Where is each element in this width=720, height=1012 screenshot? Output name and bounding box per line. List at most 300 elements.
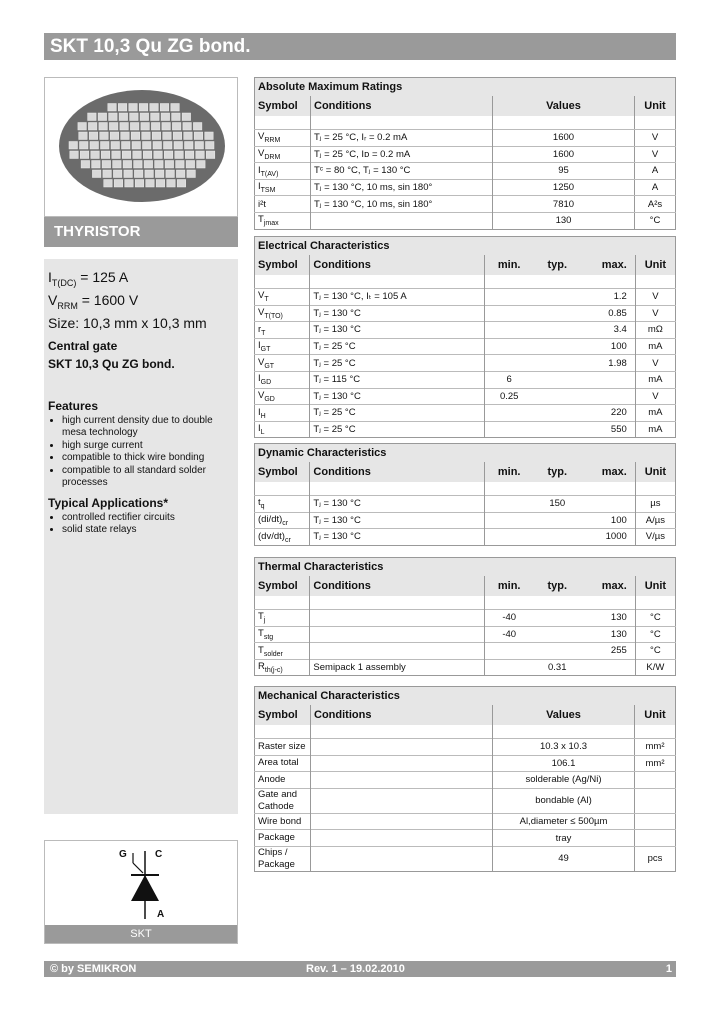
unit-cell: V xyxy=(635,130,676,147)
condition-cell: Tⱼ = 25 °C, Iᵣ = 0.2 mA xyxy=(311,130,493,147)
die-cell xyxy=(155,170,164,178)
die-cell xyxy=(101,142,110,150)
max-cell: 0.85 xyxy=(581,305,635,322)
symbol-text: V xyxy=(258,356,265,368)
unit-cell: V xyxy=(635,388,675,405)
cathode-label: C xyxy=(155,849,163,860)
min-cell xyxy=(484,322,533,339)
value-cell: 7810 xyxy=(493,196,635,213)
col-unit: Unit xyxy=(635,255,675,275)
die-cell xyxy=(195,142,204,150)
typ-cell xyxy=(534,371,582,388)
table-row xyxy=(255,212,676,229)
condition-cell: Tⱼ = 130 °C xyxy=(310,305,484,322)
table-row xyxy=(255,788,676,813)
list-item: • compatible to all standard solder processes xyxy=(62,465,234,490)
symbol-text: I xyxy=(258,373,261,385)
typ-cell xyxy=(534,355,582,372)
unit-cell: V/µs xyxy=(635,529,675,546)
list-item: • high current density due to double mesa technology xyxy=(62,415,234,440)
die-cell xyxy=(144,161,153,169)
col-symbol: Symbol xyxy=(255,255,310,275)
symbol-text: V xyxy=(258,306,265,318)
die-cell xyxy=(109,113,118,121)
die-cell xyxy=(131,132,140,140)
symbol-sub: L xyxy=(260,428,265,436)
page-title: SKT 10,3 Qu ZG bond. xyxy=(44,33,676,60)
col-unit: Unit xyxy=(635,96,676,116)
value-cell: 1250 xyxy=(493,179,635,196)
symbol-sub: T(TO) xyxy=(264,312,283,320)
value-cell: Al,diameter ≤ 500µm xyxy=(493,813,635,830)
die-cell xyxy=(197,161,206,169)
list-item: • solid state relays xyxy=(62,524,234,537)
page-footer xyxy=(44,961,676,977)
unit-cell: °C xyxy=(635,643,675,660)
symbol-sub: th(j-c) xyxy=(264,667,283,675)
max-cell: 1.2 xyxy=(581,289,635,306)
typ-cell xyxy=(534,610,582,627)
die-cell xyxy=(78,123,87,131)
die-cell xyxy=(175,151,184,159)
typ-cell xyxy=(534,643,582,660)
symbol-cell xyxy=(255,512,310,529)
unit-cell: °C xyxy=(635,626,675,643)
min-cell xyxy=(484,405,533,422)
condition-cell xyxy=(311,813,493,830)
typ-cell xyxy=(534,289,582,306)
absmax-title: Absolute Maximum Ratings xyxy=(255,78,676,97)
unit-cell: mA xyxy=(635,338,675,355)
symbol-sub: T xyxy=(261,329,266,337)
min-cell: 6 xyxy=(484,371,533,388)
die-cell xyxy=(101,151,110,159)
min-cell xyxy=(484,643,533,660)
symbol-sub: T xyxy=(264,296,269,304)
die-cell xyxy=(163,132,172,140)
symbol-label: SKT xyxy=(45,925,237,943)
die-cell xyxy=(176,161,185,169)
wafer-photo xyxy=(44,77,238,217)
die-cell xyxy=(196,151,205,159)
symbol-cell: Anode xyxy=(255,772,311,789)
die-cell xyxy=(145,170,154,178)
symbol-sub: GT xyxy=(264,362,275,370)
table-row xyxy=(255,130,676,147)
die-cell xyxy=(142,132,151,140)
col-max: max. xyxy=(581,576,635,596)
die-cell xyxy=(111,142,120,150)
wafer-image xyxy=(59,90,225,202)
condition-cell xyxy=(310,643,484,660)
symbol-text: T xyxy=(258,611,264,623)
symbol-sub: stg xyxy=(263,633,274,641)
die-cell xyxy=(112,151,121,159)
max-cell: 100 xyxy=(581,338,635,355)
die-cell xyxy=(156,180,165,188)
typ-cell: 150 xyxy=(534,496,582,513)
max-cell: 1.98 xyxy=(581,355,635,372)
die-cell xyxy=(172,123,181,131)
value-cell: 10.3 x 10.3 xyxy=(493,739,635,756)
condition-cell: Tⱼ = 130 °C xyxy=(310,322,484,339)
symbol-cell xyxy=(255,610,310,627)
die-cell xyxy=(135,180,144,188)
unit-cell: pcs xyxy=(635,846,676,871)
die-cell xyxy=(91,151,100,159)
copyright: © by SEMIKRON xyxy=(50,963,137,975)
symbol-cell xyxy=(255,421,310,438)
unit-cell: V xyxy=(635,305,675,322)
condition-cell xyxy=(311,788,493,813)
col-conditions: Conditions xyxy=(310,576,484,596)
die-cell xyxy=(177,180,186,188)
die-cell xyxy=(122,151,131,159)
die-cell xyxy=(194,132,203,140)
table-row xyxy=(255,659,676,676)
col-symbol: Symbol xyxy=(255,705,311,725)
itdc-value: = 125 A xyxy=(76,269,129,285)
condition-cell xyxy=(311,739,493,756)
left-column xyxy=(44,77,238,814)
symbol-sub: DRM xyxy=(264,153,281,161)
min-cell: 0.25 xyxy=(484,388,533,405)
symbol-cell xyxy=(255,289,310,306)
vrrm-value: = 1600 V xyxy=(77,291,139,308)
die-cell xyxy=(150,104,159,112)
symbol-cell: Raster size xyxy=(255,739,311,756)
die-cell xyxy=(79,132,88,140)
die-cell xyxy=(186,161,195,169)
table-row xyxy=(255,772,676,789)
symbol-sub: cr xyxy=(284,536,291,544)
typ-cell xyxy=(534,405,582,422)
col-typ: typ. xyxy=(534,576,582,596)
symbol-cell xyxy=(255,322,310,339)
symbol-cell xyxy=(255,388,310,405)
condition-cell xyxy=(311,755,493,772)
symbol-cell: Gate and Cathode xyxy=(255,788,311,813)
value-cell: 130 xyxy=(493,212,635,229)
die-cell xyxy=(206,151,215,159)
itdc-symbol: I xyxy=(48,269,52,285)
thyristor-symbol-icon xyxy=(45,841,239,927)
die-cell xyxy=(183,123,192,131)
electrical-table xyxy=(254,236,676,438)
symbol-cell xyxy=(255,529,310,546)
min-cell xyxy=(484,355,533,372)
applications-heading: Typical Applications* xyxy=(48,495,169,510)
symbol-text: T xyxy=(258,627,264,639)
typ-cell xyxy=(534,338,582,355)
max-cell xyxy=(581,388,635,405)
die-cell xyxy=(80,142,89,150)
list-item: • high surge current xyxy=(62,440,234,453)
unit-cell: A/µs xyxy=(635,512,675,529)
typ-cell xyxy=(534,322,582,339)
min-cell xyxy=(484,289,533,306)
die-cell xyxy=(92,170,101,178)
min-cell xyxy=(484,529,533,546)
max-cell: 130 xyxy=(581,610,635,627)
table-row xyxy=(255,388,676,405)
symbol-sub: q xyxy=(260,503,265,511)
condition-cell: Tᶜ = 80 °C, Tⱼ = 130 °C xyxy=(311,163,493,180)
die-cell xyxy=(160,104,169,112)
unit-cell: A xyxy=(635,163,676,180)
die-cell xyxy=(124,170,132,178)
die-cell xyxy=(90,142,99,150)
symbol-text: (di/dt) xyxy=(258,513,283,525)
col-unit: Unit xyxy=(635,576,675,596)
min-cell xyxy=(484,512,533,529)
condition-cell xyxy=(311,212,493,229)
itdc-sub: T(DC) xyxy=(51,277,77,288)
max-cell: 3.4 xyxy=(581,322,635,339)
vrrm-symbol: V xyxy=(48,291,58,308)
condition-cell: Tⱼ = 130 °C xyxy=(310,512,484,529)
die-cell xyxy=(118,104,127,112)
symbol-cell: Wire bond xyxy=(255,813,311,830)
symbol-sub: cr xyxy=(282,519,289,527)
table-row xyxy=(255,146,676,163)
die-cell xyxy=(141,123,150,131)
min-cell: -40 xyxy=(484,610,533,627)
max-cell: 550 xyxy=(581,421,635,438)
min-cell xyxy=(484,496,533,513)
symbol-text: I xyxy=(258,406,261,418)
max-cell: 100 xyxy=(581,512,635,529)
typ-cell xyxy=(534,529,582,546)
list-item: • compatible to thick wire bonding xyxy=(62,452,234,465)
die-cell xyxy=(120,123,128,131)
condition-cell: Tⱼ = 130 °C, Iₜ = 105 A xyxy=(310,289,484,306)
part-number: SKT 10,3 Qu ZG bond. xyxy=(48,356,175,371)
die-cell xyxy=(151,123,160,131)
symbol-sub: T(AV) xyxy=(260,170,279,178)
die-cell xyxy=(152,132,161,140)
symbol-cell xyxy=(255,371,310,388)
unit-cell xyxy=(635,772,676,789)
max-cell: 130 xyxy=(581,626,635,643)
die-cell xyxy=(125,180,134,188)
unit-cell: mA xyxy=(635,421,675,438)
die-cell xyxy=(88,113,97,121)
condition-cell xyxy=(310,626,484,643)
table-row xyxy=(255,322,676,339)
typ-cell xyxy=(534,421,582,438)
die-cell xyxy=(154,151,163,159)
value-cell: solderable (Ag/Ni) xyxy=(493,772,635,789)
condition-cell: Tⱼ = 25 °C xyxy=(310,421,484,438)
die-cell xyxy=(92,161,101,169)
die-cell xyxy=(129,104,138,112)
unit-cell: A xyxy=(635,179,676,196)
die-cell xyxy=(104,180,113,188)
symbol-cell: Chips / Package xyxy=(255,846,311,871)
symbol-sub: GD xyxy=(260,379,272,387)
max-cell xyxy=(581,371,635,388)
unit-cell: V xyxy=(635,355,675,372)
die-cell xyxy=(161,113,170,121)
symbol-sub: GT xyxy=(260,346,271,354)
table-row xyxy=(255,305,676,322)
typ-cell xyxy=(534,305,582,322)
unit-cell: V xyxy=(635,146,676,163)
condition-cell: Tⱼ = 130 °C xyxy=(310,529,484,546)
table-row xyxy=(255,496,676,513)
die-cell xyxy=(140,113,149,121)
gate-label: G xyxy=(119,849,127,860)
value-cell: 49 xyxy=(493,846,635,871)
condition-cell: Tⱼ = 25 °C xyxy=(310,338,484,355)
col-symbol: Symbol xyxy=(255,576,310,596)
die-cell xyxy=(100,132,109,140)
unit-cell: °C xyxy=(635,212,676,229)
symbol-cell xyxy=(255,305,310,322)
symbol-text: T xyxy=(258,644,264,656)
die-cell xyxy=(80,151,89,159)
symbol-sub: RRM xyxy=(264,137,281,145)
unit-cell: V xyxy=(635,289,675,306)
value-cell: bondable (Al) xyxy=(493,788,635,813)
max-cell xyxy=(581,659,635,676)
die-cell xyxy=(185,142,194,150)
die-cell xyxy=(143,151,152,159)
absmax-table xyxy=(254,77,676,230)
die-cell xyxy=(146,180,155,188)
symbol-cell xyxy=(255,130,311,147)
symbol-text: T xyxy=(258,214,264,226)
value-cell: tray xyxy=(493,830,635,847)
value-cell: 1600 xyxy=(493,130,635,147)
die-cell xyxy=(206,142,215,150)
col-symbol: Symbol xyxy=(255,462,310,482)
symbol-sub: solder xyxy=(263,650,283,658)
table-row xyxy=(255,179,676,196)
symbol-cell xyxy=(255,643,310,660)
die-cell xyxy=(130,113,139,121)
die-cell xyxy=(110,132,119,140)
symbol-text: V xyxy=(258,147,265,159)
die-cell xyxy=(98,113,107,121)
symbol-text: V xyxy=(258,131,265,143)
die-cell xyxy=(69,142,78,150)
die-cell xyxy=(164,142,173,150)
condition-cell xyxy=(311,830,493,847)
symbol-cell xyxy=(255,496,310,513)
features-heading: Features xyxy=(48,398,99,413)
die-cell xyxy=(81,161,90,169)
max-cell: 255 xyxy=(581,643,635,660)
symbol-sub: jmax xyxy=(263,220,279,228)
col-min: min. xyxy=(484,576,533,596)
product-info-panel xyxy=(44,259,238,814)
table-row xyxy=(255,289,676,306)
value-cell: 1600 xyxy=(493,146,635,163)
unit-cell: mΩ xyxy=(635,322,675,339)
symbol-sub: j xyxy=(263,617,266,625)
table-row xyxy=(255,529,676,546)
die-cell xyxy=(173,132,182,140)
col-conditions: Conditions xyxy=(310,462,484,482)
thermal-table xyxy=(254,557,676,676)
col-max: max. xyxy=(581,255,635,275)
table-row xyxy=(255,813,676,830)
die-cell xyxy=(103,170,112,178)
die-cell xyxy=(155,161,164,169)
die-cell xyxy=(185,151,194,159)
table-row xyxy=(255,338,676,355)
thyristor-symbol-box xyxy=(44,840,238,944)
table-row xyxy=(255,610,676,627)
die-cell xyxy=(88,123,97,131)
die-cell xyxy=(114,180,123,188)
die-cell xyxy=(122,142,131,150)
symbol-text: R xyxy=(258,661,265,673)
max-cell: 1000 xyxy=(581,529,635,546)
min-cell xyxy=(484,659,533,676)
mechanical-title: Mechanical Characteristics xyxy=(255,687,676,706)
die-cell xyxy=(89,132,98,140)
symbol-sub: H xyxy=(260,412,266,420)
die-cell xyxy=(151,113,160,121)
condition-cell: Tⱼ = 130 °C, 10 ms, sin 180° xyxy=(311,196,493,213)
symbol-cell xyxy=(255,179,311,196)
die-cell xyxy=(187,170,196,178)
die-cell xyxy=(153,142,162,150)
unit-cell: mA xyxy=(635,405,675,422)
symbol-text: V xyxy=(258,290,265,302)
typ-cell xyxy=(534,626,582,643)
max-cell xyxy=(581,496,635,513)
die-cell xyxy=(172,113,181,121)
die-cell xyxy=(164,151,173,159)
min-cell xyxy=(484,338,533,355)
table-row xyxy=(255,355,676,372)
die-cell xyxy=(123,161,132,169)
symbol-text: (dv/dt) xyxy=(258,530,285,542)
unit-cell: A²s xyxy=(635,196,676,213)
applications-list xyxy=(48,512,234,537)
unit-cell: mm² xyxy=(635,755,676,772)
die-cell xyxy=(193,123,202,131)
thermal-title: Thermal Characteristics xyxy=(255,558,676,577)
typ-cell xyxy=(534,512,582,529)
symbol-cell xyxy=(255,212,311,229)
unit-cell xyxy=(635,830,676,847)
col-min: min. xyxy=(484,462,533,482)
condition-cell: Tⱼ = 130 °C xyxy=(310,388,484,405)
die-cell xyxy=(162,123,171,131)
unit-cell: mm² xyxy=(635,739,676,756)
col-values: Values xyxy=(493,96,635,116)
table-row xyxy=(255,643,676,660)
condition-cell xyxy=(311,772,493,789)
symbol-cell: Package xyxy=(255,830,311,847)
die-cell xyxy=(132,142,141,150)
table-row xyxy=(255,830,676,847)
die-cell xyxy=(99,123,108,131)
condition-cell: Tⱼ = 115 °C xyxy=(310,371,484,388)
vrrm-sub: RRM xyxy=(57,300,78,311)
table-row xyxy=(255,755,676,772)
symbol-text: I xyxy=(258,164,261,176)
die-cell xyxy=(108,104,117,112)
min-cell xyxy=(484,421,533,438)
die-cell xyxy=(139,104,148,112)
table-row xyxy=(255,421,676,438)
